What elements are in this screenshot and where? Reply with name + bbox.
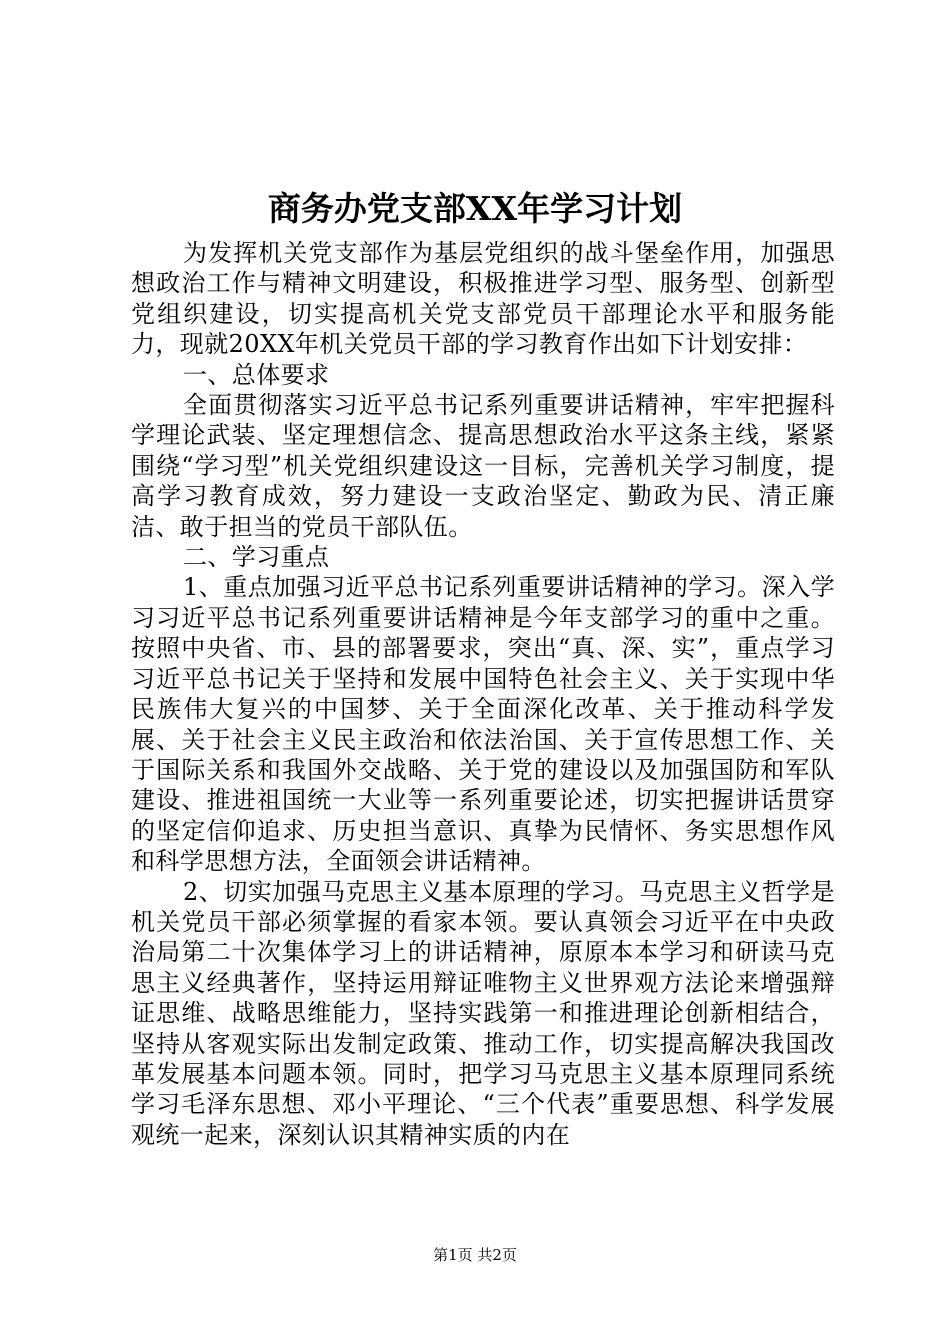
page-number-footer: 第1页 共2页 — [433, 1246, 517, 1264]
paragraph-intro: 为发挥机关党支部作为基层党组织的战斗堡垒作用，加强思想政治工作与精神文明建设，积极推进学习型、服务型、创新型党组织建设，切实提高机关党支部党员干部理论水平和服务能力，现就20XX年机关党员干部的学习教育作出如下计划安排： — [131, 239, 835, 359]
section-heading-general-requirements: 一、总体要求 — [183, 360, 330, 389]
paragraph-general-requirements: 全面贯彻落实习近平总书记系列重要讲话精神，牢牢把握科学理论武装、坚定理想信念、提高思想政治水平这条主线，紧紧围绕“学习型”机关党组织建设这一目标，完善机关学习制度，提高学习教育成效，努力建设一支政治坚定、勤政为民、清正廉洁、敢于担当的党员干部队伍。 — [131, 391, 835, 541]
paragraph-focus-item-1: 1、重点加强习近平总书记系列重要讲话精神的学习。深入学习习近平总书记系列重要讲话精神是今年支部学习的重中之重。按照中央省、市、县的部署要求，突出“真、深、实”，重点学习习近平总书记关于坚持和发展中国特色社会主义、关于实现中华民族伟大复兴的中国梦、关于全面深化改革、关于推动科学发展、关于社会主义民主政治和依法治国、关于宣传思想工作、关于国际关系和我国外交战略、关于党的建设以及加强国防和军队建设、推进祖国统一大业等一系列重要论述，切实把握讲话贯穿的坚定信仰追求、历史担当意识、真挚为民情怀、务实思想作风和科学思想方法，全面领会讲话精神。 — [131, 573, 835, 876]
document-title: 商务办党支部XX年学习计划 — [267, 189, 683, 228]
document-body — [131, 238, 835, 1150]
paragraph-focus-item-2: 2、切实加强马克思主义基本原理的学习。马克思主义哲学是机关党员干部必须掌握的看家本领。要认真领会习近平在中央政治局第二十次集体学习上的讲话精神，原原本本学习和研读马克思主义经典著作，坚持运用辩证唯物主义世界观方法论来增强辩证思维、战略思维能力，坚持实践第一和推进理论创新相结合，坚持从客观实际出发制定政策、推动工作，切实提高解决我国改革发展基本问题本领。同时，把学习马克思主义基本原理同系统学习毛泽东思想、邓小平理论、“三个代表”重要思想、科学发展观统一起来，深刻认识其精神实质的内在 — [131, 877, 835, 1149]
section-heading-study-focus: 二、学习重点 — [183, 543, 330, 572]
